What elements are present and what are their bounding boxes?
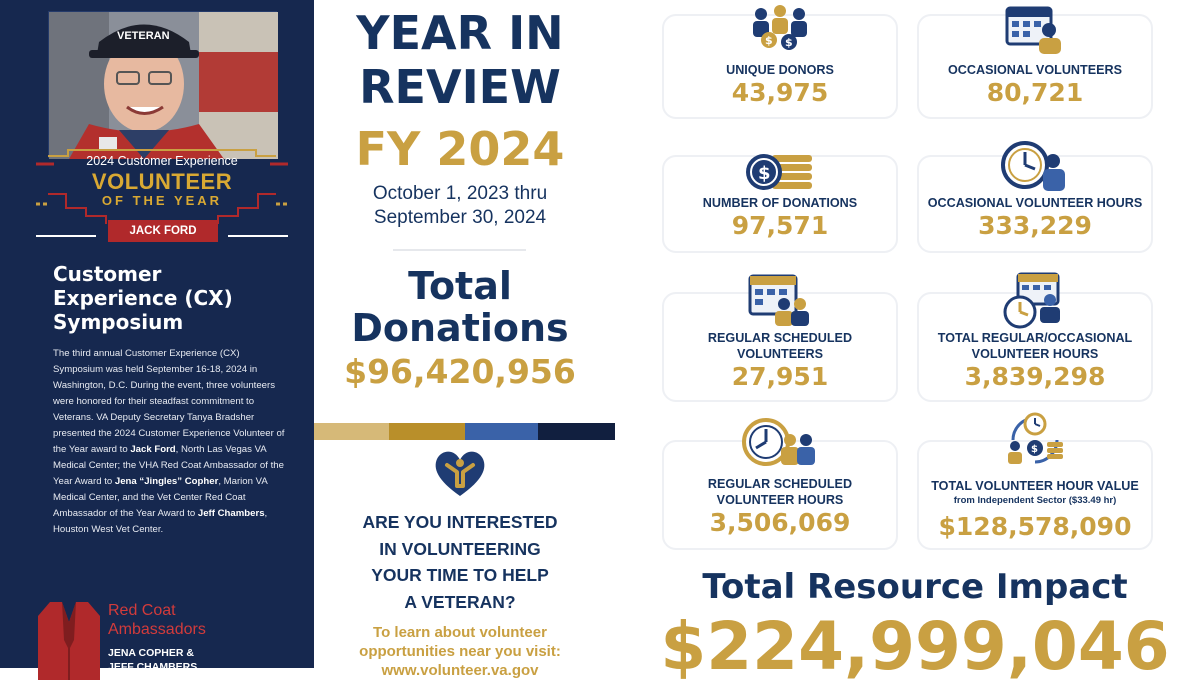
- red-coat-name-1: JENA COPHER &: [108, 647, 194, 659]
- volunteer-photo: [48, 11, 277, 158]
- stat-card-number-of-donations: [662, 155, 898, 253]
- total-line-2: Donations: [351, 306, 569, 350]
- stat-label: UNIQUE DONORS: [726, 63, 834, 77]
- heading-line-2: REVIEW: [359, 60, 561, 114]
- body-text: , Houston West Vet Center.: [53, 508, 268, 535]
- schedule-people-icon: [746, 272, 814, 328]
- svg-text:$: $: [785, 36, 793, 49]
- total-donations-heading: [318, 265, 602, 349]
- stat-label: OCCASIONAL VOLUNTEER HOURS: [927, 196, 1143, 210]
- total-resource-impact-title: Total Resource Impact: [702, 567, 1128, 607]
- fiscal-year: FY 2024: [355, 122, 565, 176]
- body-text: , North Las Vegas VA Medical Center; the VHA Red Coat Ambassador of the Year Award to: [53, 444, 284, 487]
- red-coat-title-line1: Red Coat: [108, 602, 176, 619]
- volunteer-q-line-2: IN VOLUNTEERING: [379, 538, 541, 559]
- divider: [393, 249, 526, 251]
- volunteer-learn-more: [318, 623, 602, 680]
- total-resource-impact-amount: $224,999,046: [660, 608, 1170, 685]
- volunteer-link[interactable]: www.volunteer.va.gov: [381, 662, 539, 679]
- stat-value: 97,571: [731, 211, 829, 240]
- cap-text: VETERAN: [117, 30, 170, 42]
- date-line-1: October 1, 2023 thru: [372, 183, 548, 204]
- calendar-person-icon: [1003, 2, 1067, 56]
- date-range: [318, 182, 602, 230]
- stat-value: $128,578,090: [938, 512, 1132, 541]
- stat-label: NUMBER OF DONATIONS: [702, 196, 858, 210]
- honoree-name: Jeff Chambers: [197, 508, 265, 519]
- left-panel: [0, 0, 314, 673]
- volunteer-question: [318, 509, 602, 615]
- stripe-navy: [538, 423, 615, 440]
- volunteer-q-line-4: A VETERAN?: [404, 591, 516, 612]
- calendar-clock-icon: [1002, 270, 1068, 330]
- cycle-value-icon: [1003, 410, 1067, 470]
- volunteer-q-line-1: ARE YOU INTERESTED: [362, 512, 558, 532]
- award-subtitle: OF THE YEAR: [101, 193, 223, 208]
- stat-label-line-2: VOLUNTEER HOURS: [716, 493, 844, 507]
- year-in-review-heading: [318, 6, 602, 114]
- stat-label: [664, 476, 896, 508]
- stat-label: TOTAL VOLUNTEER HOUR VALUE: [931, 479, 1139, 493]
- stat-value: 43,975: [731, 78, 829, 107]
- stat-card-hour-value: [917, 440, 1153, 550]
- learn-line-2: opportunities near you visit:: [359, 643, 561, 660]
- total-line-1: Total: [408, 264, 512, 308]
- clock-person-icon: [999, 137, 1071, 193]
- stat-card-occasional-hours: [917, 155, 1153, 253]
- stat-sublabel: from Independent Sector ($33.49 hr): [953, 495, 1117, 506]
- cx-symposium-body: [53, 346, 285, 538]
- stat-value: 80,721: [986, 78, 1084, 107]
- stat-label: [919, 330, 1151, 362]
- red-coat-title-line2: Ambassadors: [108, 621, 206, 638]
- red-coat-name-2: JEFF CHAMBERS: [108, 661, 198, 673]
- stat-card-total-hours: [917, 292, 1153, 402]
- volunteer-heart-icon: [433, 448, 487, 498]
- heading-line-1: YEAR IN: [356, 6, 564, 60]
- stripe-tan: [314, 423, 389, 440]
- stat-value: 27,951: [731, 362, 829, 391]
- total-donations-amount: $96,420,956: [344, 352, 576, 391]
- red-coat-names: [108, 646, 197, 674]
- volunteer-q-line-3: YOUR TIME TO HELP: [371, 565, 549, 585]
- stat-card-regular-volunteers: [662, 292, 898, 402]
- award-title: VOLUNTEER: [91, 169, 233, 194]
- stat-label-line-1: TOTAL REGULAR/OCCASIONAL: [937, 331, 1133, 345]
- stat-card-occasional-volunteers: [917, 14, 1153, 119]
- body-text: The third annual Customer Experience (CX) Symposium was held September 16-18, 2024 in Washington, D.C. During the event, three volunteers were honored for their steadfast commitment to Veterans. VA Deputy Secretary Tanya Bradsher presented the 2024 Customer Experience Volunteer of the Year award to: [53, 348, 285, 455]
- stat-label-line-1: REGULAR SCHEDULED: [707, 477, 853, 491]
- cx-symposium-title: Customer Experience (CX) Symposium: [53, 262, 233, 334]
- honoree-name: Jena “Jingles” Copher: [114, 476, 219, 487]
- date-line-2: September 30, 2024: [373, 207, 547, 228]
- award-small-text: 2024 Customer Experience: [86, 154, 238, 168]
- honoree-name: Jack Ford: [130, 444, 176, 455]
- body-text: , Marion VA Medical Center, and the Vet Center Red Coat Ambassador of the Year Award to: [53, 476, 268, 519]
- award-recipient: JACK FORD: [108, 220, 218, 242]
- stat-value: 3,839,298: [964, 362, 1106, 391]
- clock-people-icon: [740, 414, 820, 470]
- coins-icon: [742, 149, 818, 195]
- stripe-gold: [389, 423, 465, 440]
- stat-value: 333,229: [978, 211, 1092, 240]
- stat-card-unique-donors: [662, 14, 898, 119]
- red-coat-icon: [36, 600, 102, 680]
- stat-label: [664, 330, 896, 362]
- stat-label-line-2: VOLUNTEERS: [736, 347, 824, 361]
- svg-text:$: $: [1031, 444, 1038, 455]
- learn-line-1: To learn about volunteer: [373, 624, 547, 641]
- stat-value: 3,506,069: [709, 508, 851, 537]
- volunteer-of-year-badge: [36, 148, 288, 248]
- svg-text:$: $: [765, 34, 773, 47]
- svg-text:$: $: [758, 163, 771, 184]
- stat-card-regular-hours: [662, 440, 898, 550]
- stat-label-line-2: VOLUNTEER HOURS: [971, 347, 1099, 361]
- stat-label-line-1: REGULAR SCHEDULED: [707, 331, 853, 345]
- donors-icon: [745, 4, 815, 56]
- stripe-blue: [465, 423, 538, 440]
- stat-label: OCCASIONAL VOLUNTEERS: [948, 63, 1122, 77]
